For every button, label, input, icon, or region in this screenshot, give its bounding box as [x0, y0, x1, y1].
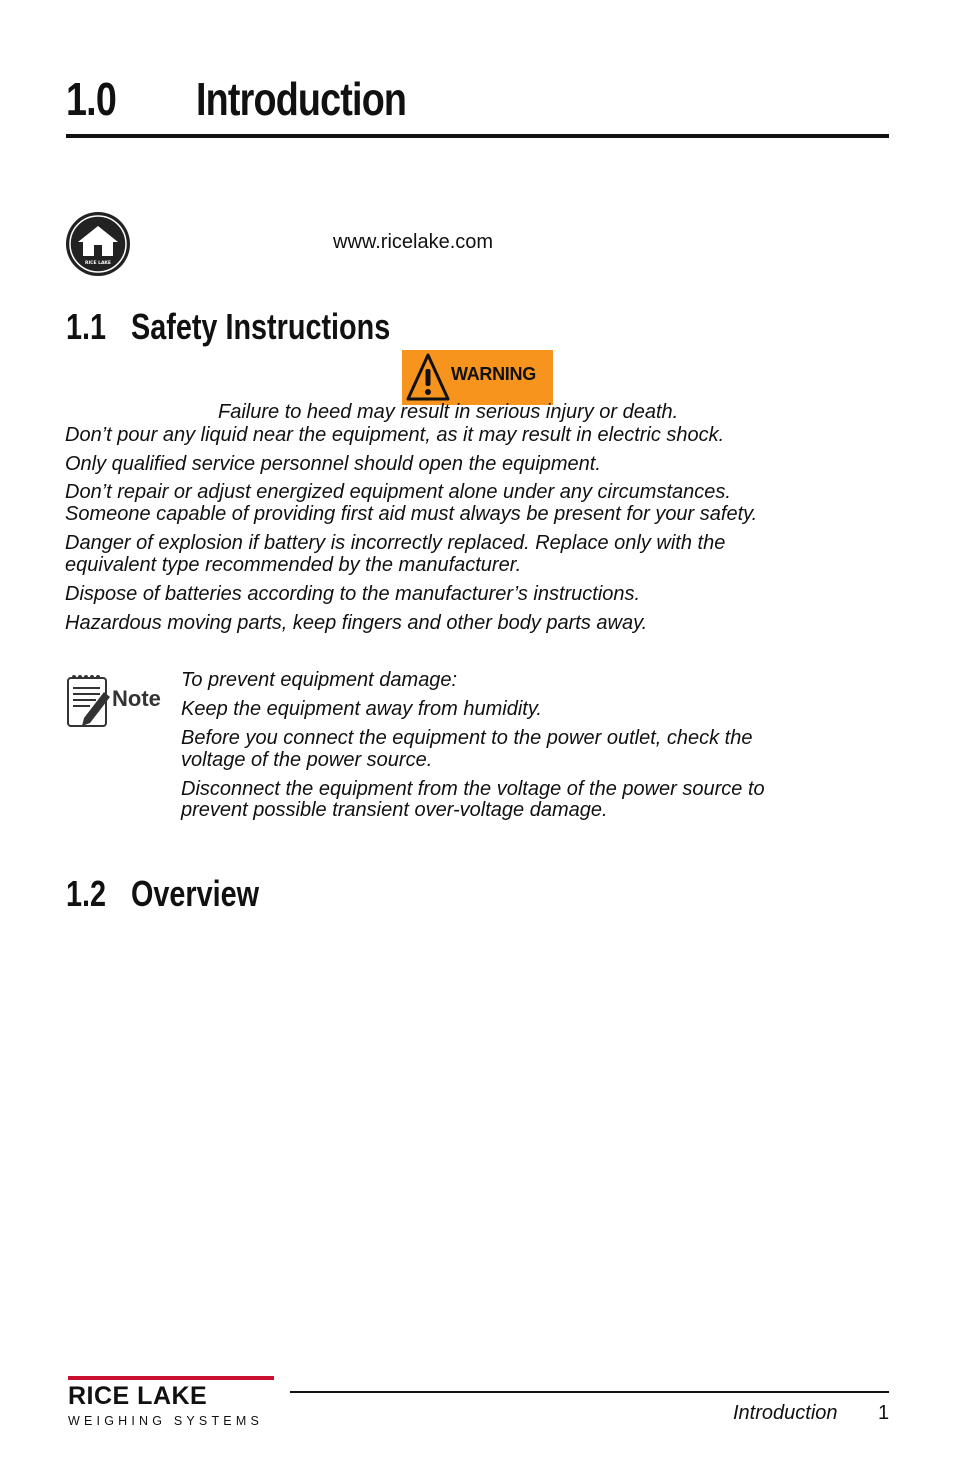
- safety-line: Someone capable of providing first aid must always be present for your safety.: [65, 503, 758, 525]
- section-title-safety: Safety Instructions: [131, 306, 391, 347]
- note-line: Disconnect the equipment from the voltage of the power source to: [181, 778, 765, 800]
- home-icon: [65, 211, 131, 277]
- page-number: 1: [878, 1402, 890, 1424]
- section-title-overview: Overview: [131, 873, 260, 914]
- note-line: Before you connect the equipment to the power outlet, check the: [181, 727, 753, 749]
- logo-brand-text: RICE LAKE: [68, 1382, 208, 1410]
- warning-badge: [402, 350, 553, 405]
- badge-text: RICE LAKE: [85, 261, 111, 266]
- chapter-title: Introduction: [196, 73, 407, 125]
- safety-line: Failure to heed may result in serious injury or death.: [218, 401, 679, 423]
- safety-line: Dispose of batteries according to the manufacturer’s instructions.: [65, 583, 641, 605]
- safety-line: Hazardous moving parts, keep fingers and other body parts away.: [65, 612, 648, 634]
- safety-line: equivalent type recommended by the manufacturer.: [65, 554, 522, 576]
- note-line: voltage of the power source.: [181, 749, 433, 771]
- note-line: prevent possible transient over-voltage damage.: [181, 799, 608, 821]
- note-label: Note: [112, 686, 161, 711]
- note-line: Keep the equipment away from humidity.: [181, 698, 542, 720]
- section-number-safety: 1.1: [66, 306, 107, 347]
- note-icon: [66, 672, 168, 730]
- rice-lake-logo: [66, 1376, 282, 1430]
- safety-line: Only qualified service personnel should open the equipment.: [65, 453, 601, 475]
- website-link[interactable]: www.ricelake.com: [333, 231, 494, 253]
- footer-divider: [290, 1391, 889, 1393]
- safety-line: Don’t repair or adjust energized equipment alone under any circumstances.: [65, 481, 731, 503]
- safety-line: Don’t pour any liquid near the equipment, as it may result in electric shock.: [65, 424, 725, 446]
- chapter-divider: [66, 134, 889, 138]
- note-line: To prevent equipment damage:: [181, 669, 458, 691]
- warning-triangle-icon: [406, 353, 450, 402]
- chapter-number: 1.0: [66, 73, 116, 125]
- warning-label: WARNING: [451, 364, 536, 384]
- safety-line: Danger of explosion if battery is incorrectly replaced. Replace only with the: [65, 532, 726, 554]
- footer-section-name: Introduction: [733, 1402, 838, 1424]
- section-number-overview: 1.2: [66, 873, 107, 914]
- logo-sub-text: WEIGHING SYSTEMS: [68, 1414, 263, 1428]
